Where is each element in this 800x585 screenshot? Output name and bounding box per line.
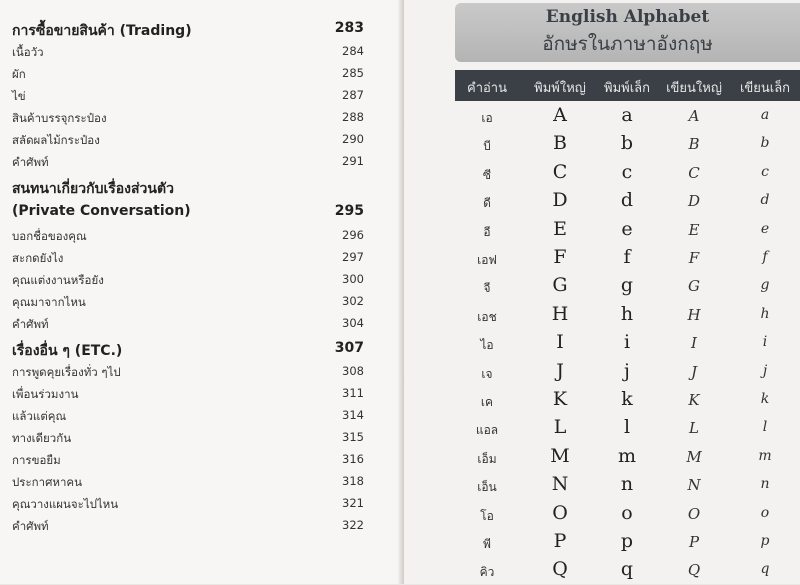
script-lower: l — [762, 419, 768, 436]
alphabet-row — [0, 302, 800, 330]
script-upper: G — [688, 277, 700, 296]
toc-page: 304 — [342, 316, 364, 330]
toc-page: 284 — [342, 44, 364, 58]
alphabet-row — [0, 415, 800, 443]
alphabet-row — [0, 557, 800, 585]
toc-title: คุณวางแผนจะไปไหน — [12, 497, 119, 511]
print-upper: E — [553, 217, 567, 240]
toc-title: สะกดยังไง — [12, 251, 64, 265]
print-upper: K — [552, 388, 568, 410]
script-lower: c — [761, 163, 769, 180]
toc-title: คุณแต่งงานหรือยัง — [12, 273, 104, 287]
column-header: พิมพ์ใหญ่ — [534, 81, 586, 96]
print-upper: G — [552, 274, 568, 297]
toc-title: (Private Conversation) — [12, 203, 191, 219]
toc-title: การพูดคุยเรื่องทั่ว ๆไป — [12, 365, 121, 379]
toc-title: สลัดผลไม้กระป๋อง — [12, 133, 100, 147]
toc-title: คำศัพท์ — [12, 519, 49, 533]
toc-page: 308 — [342, 364, 364, 378]
alphabet-row — [0, 501, 800, 529]
script-upper: E — [688, 220, 700, 239]
script-lower: h — [760, 305, 770, 322]
print-upper: A — [553, 104, 567, 126]
print-lower: j — [624, 359, 630, 382]
print-upper: H — [551, 302, 569, 325]
toc-entry — [12, 44, 364, 62]
reading: ดี — [483, 196, 491, 211]
reading: เอฟ — [477, 253, 497, 267]
print-lower: m — [617, 444, 637, 467]
print-lower: d — [620, 189, 634, 212]
print-upper: L — [553, 416, 567, 439]
reading: พี — [483, 537, 491, 551]
script-lower: n — [760, 476, 770, 493]
print-upper: I — [556, 331, 564, 354]
alphabet-row — [0, 188, 800, 216]
print-lower: e — [621, 217, 633, 240]
script-upper: N — [687, 476, 701, 495]
toc-title: สินค้าบรรจุกระป๋อง — [12, 111, 107, 125]
print-upper: M — [550, 444, 570, 467]
script-upper: O — [687, 504, 701, 523]
print-lower: k — [621, 388, 633, 410]
script-upper: I — [691, 334, 697, 353]
alphabet-row — [0, 330, 800, 358]
print-upper: J — [556, 359, 564, 382]
alphabet-row — [0, 472, 800, 500]
script-lower: k — [760, 391, 770, 407]
toc-page: 302 — [342, 294, 364, 308]
reading: เอ็ม — [477, 451, 497, 466]
reading: บี — [483, 139, 491, 154]
reading: เอช — [477, 309, 497, 324]
print-lower: p — [620, 530, 634, 552]
toc-title: แล้วแต่คุณ — [12, 409, 67, 423]
toc-page: 295 — [334, 203, 364, 219]
toc-entry — [12, 20, 364, 42]
script-lower: i — [762, 334, 768, 351]
print-upper: B — [553, 132, 567, 155]
toc-page: 287 — [342, 88, 364, 102]
toc-page: 315 — [342, 430, 364, 444]
toc-page: 307 — [334, 340, 364, 356]
print-lower: l — [623, 416, 631, 439]
script-upper: C — [688, 163, 700, 182]
script-lower: d — [760, 192, 770, 209]
script-upper: F — [688, 249, 700, 267]
toc-title: การซื้อขายสินค้า (Trading) — [12, 23, 192, 39]
alphabet-row — [0, 217, 800, 245]
toc-page: 283 — [334, 20, 364, 36]
toc-page: 296 — [342, 228, 364, 242]
reading: โอ — [480, 508, 494, 523]
toc-page: 290 — [342, 132, 364, 146]
alphabet-row — [0, 131, 800, 159]
script-upper: D — [687, 192, 701, 211]
script-lower: f — [762, 249, 768, 265]
table-header — [455, 70, 800, 101]
print-upper: D — [552, 189, 568, 212]
toc-title: ผัก — [12, 67, 26, 81]
title-thai: อักษรในภาษาอังกฤษ — [542, 33, 713, 55]
toc-title: บอกชื่อของคุณ — [12, 229, 87, 243]
toc-title: เพื่อนร่วมงาน — [12, 387, 79, 401]
reading: เอ — [481, 111, 493, 125]
script-lower: j — [762, 362, 768, 379]
reading: จี — [483, 281, 491, 296]
script-upper: Q — [687, 561, 701, 580]
script-lower: m — [758, 447, 772, 464]
reading: เค — [480, 395, 494, 409]
reading: เอ็น — [477, 480, 497, 495]
toc-title: คำศัพท์ — [12, 155, 49, 169]
print-lower: q — [620, 558, 634, 581]
reading: แอล — [475, 423, 499, 438]
reading: อี — [483, 224, 491, 239]
script-lower: g — [760, 277, 770, 294]
reading: ซี — [482, 167, 492, 182]
print-lower: c — [621, 160, 633, 183]
script-upper: M — [686, 447, 702, 466]
print-upper: N — [551, 473, 569, 496]
toc-page: 321 — [342, 496, 364, 510]
alphabet-row — [0, 444, 800, 472]
toc-title: ทางเดียวกัน — [12, 431, 72, 445]
reading: เจ — [481, 366, 493, 381]
print-upper: P — [553, 530, 567, 552]
toc-page: 291 — [342, 154, 364, 168]
print-lower: g — [620, 274, 634, 297]
toc-title: คำศัพท์ — [12, 317, 49, 331]
column-header: เขียนเล็ก — [739, 81, 791, 96]
script-lower: e — [760, 220, 770, 237]
print-lower: b — [620, 132, 634, 155]
column-header: เขียนใหญ่ — [666, 81, 722, 96]
toc-page: 285 — [342, 66, 364, 80]
toc-title: ไข่ — [12, 89, 26, 103]
toc-page: 288 — [342, 110, 364, 124]
script-upper: K — [688, 391, 700, 409]
toc-title: การขอยืม — [12, 453, 61, 467]
script-upper: L — [689, 419, 699, 438]
toc-title: เรื่องอื่น ๆ (ETC.) — [12, 343, 123, 359]
print-lower: f — [623, 246, 631, 268]
toc-page: 314 — [342, 408, 364, 422]
alphabet-row — [0, 387, 800, 415]
script-lower: a — [760, 107, 770, 123]
script-upper: A — [688, 107, 700, 125]
toc-page: 322 — [342, 518, 364, 532]
print-upper: O — [552, 501, 568, 524]
script-upper: J — [690, 362, 698, 381]
print-lower: a — [621, 104, 633, 126]
toc-title: เนื้อวัว — [12, 45, 44, 59]
script-lower: o — [760, 504, 770, 521]
alphabet-row — [0, 160, 800, 188]
script-upper: H — [687, 305, 701, 324]
toc-title: สนทนาเกี่ยวกับเรื่องส่วนตัว — [12, 181, 174, 197]
print-lower: o — [621, 501, 633, 524]
print-upper: F — [553, 246, 567, 268]
alphabet-row — [0, 359, 800, 387]
toc-page: 311 — [342, 386, 364, 400]
title-english: English Alphabet — [545, 7, 710, 27]
script-lower: b — [760, 135, 770, 152]
toc-page: 316 — [342, 452, 364, 466]
alphabet-row — [0, 103, 800, 131]
toc-page: 297 — [342, 250, 364, 264]
toc-page: 318 — [342, 474, 364, 488]
toc-page: 300 — [342, 272, 364, 286]
print-upper: Q — [552, 558, 568, 581]
column-header: พิมพ์เล็ก — [604, 81, 650, 96]
alphabet-row — [0, 529, 800, 557]
reading: คิว — [479, 565, 495, 580]
print-lower: i — [623, 331, 631, 354]
alphabet-title-box — [455, 3, 800, 62]
script-lower: p — [760, 533, 770, 549]
alphabet-row — [0, 245, 800, 273]
print-lower: h — [620, 302, 634, 325]
toc-title: ประกาศหาคน — [12, 475, 82, 489]
column-header: คำอ่าน — [467, 81, 507, 96]
script-upper: P — [688, 533, 700, 551]
reading: ไอ — [480, 338, 494, 353]
print-lower: n — [620, 473, 634, 496]
script-upper: B — [688, 135, 700, 154]
print-upper: C — [552, 160, 568, 183]
toc-title: คุณมาจากไหน — [12, 295, 86, 309]
script-lower: q — [760, 561, 770, 578]
alphabet-row — [0, 273, 800, 301]
toc-entry — [12, 66, 364, 84]
